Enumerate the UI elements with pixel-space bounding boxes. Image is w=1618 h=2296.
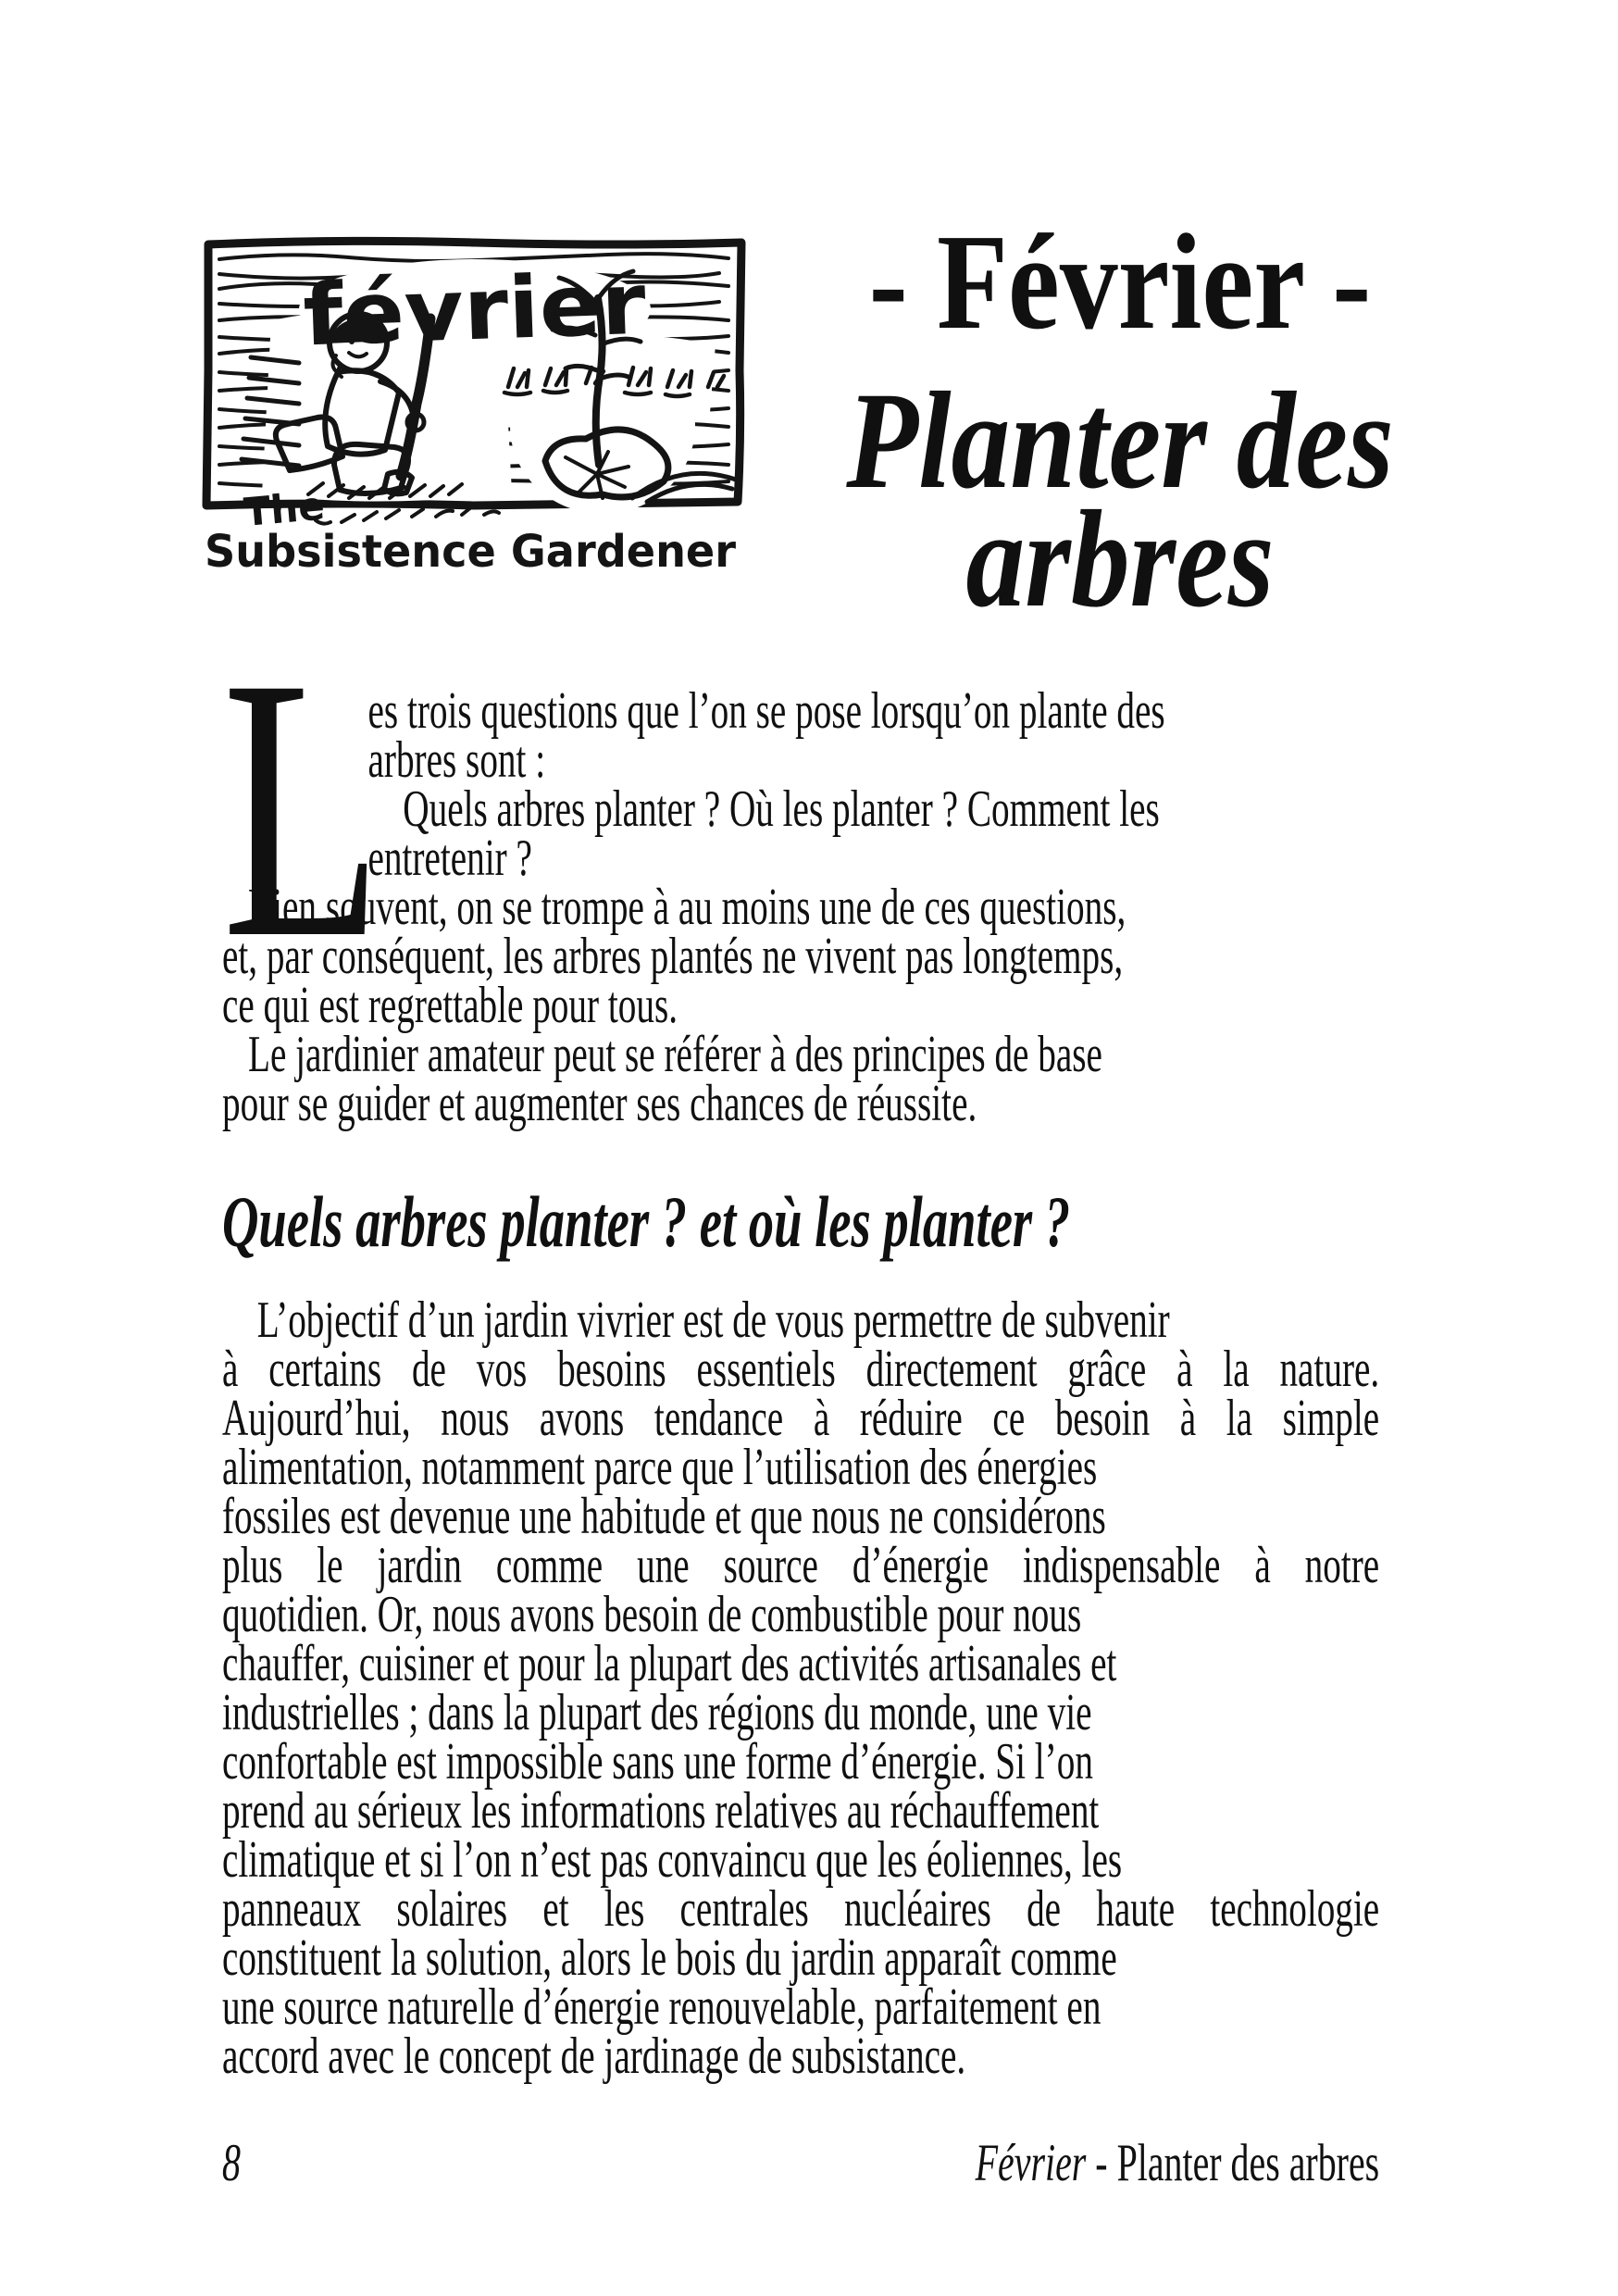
text-line: confortable est impossible sans une forme d’énergie. Si l’on (222, 1733, 1093, 1791)
text-line: constituent la solution, alors le bois du jardin apparaît comme (222, 1929, 1117, 1987)
text-line: industrielles ; dans la plupart des régions du monde, une vie (222, 1684, 1092, 1741)
page-footer (222, 2135, 1618, 2192)
month-illustration (197, 231, 753, 576)
text-line: fossiles est devenue une habitude et que nous ne considérons (222, 1488, 1106, 1545)
main-paragraph (222, 1292, 1380, 2085)
caption-squiggles (316, 507, 499, 524)
text-line: ce qui est regrettable pour tous. (222, 977, 678, 1034)
text-line: L’objectif d’un jardin vivrier est de vous permettre de subvenir (256, 1292, 1170, 1349)
intro-section (222, 600, 1379, 1132)
text-line: prend au sérieux les informations relatives au réchauffement (222, 1782, 1100, 1840)
running-title-rest: - Planter des arbres (1086, 2134, 1380, 2192)
text-line: Quels arbres planter ? Où les planter ? Comment les (403, 780, 1160, 838)
text-line: alimentation, notamment parce que l’utilisation des énergies (222, 1439, 1098, 1496)
section-heading: Quels arbres planter ? et où les planter ? (222, 1181, 1071, 1262)
gardener-drawing (197, 231, 753, 576)
chapter-title-block (787, 206, 1453, 636)
banner-word: février (301, 255, 627, 366)
text-line: chauffer, cuisiner et pour la plupart des activités artisanales et (222, 1635, 1117, 1692)
chapter-title: - Février - (868, 206, 1372, 358)
drop-cap: L (222, 600, 383, 1016)
text-line: plus le jardin comme une source d’énergie indispensable à notre (222, 1537, 1380, 1594)
text-line: panneaux solaires et les centrales nucléaires de haute technologie (222, 1880, 1380, 1938)
running-title-month: Février (975, 2134, 1087, 2192)
intro-paragraphs (222, 879, 1379, 1132)
intro-wrapped-paragraph (367, 682, 1380, 887)
chapter-subtitle-line1: Planter des (846, 364, 1394, 518)
page-number: 8 (222, 2134, 241, 2192)
text-line: accord avec le concept de jardinage de subsistance. (222, 2028, 966, 2085)
text-line: es trois questions que l’on se pose lorsqu’on plante des (367, 682, 1165, 740)
eye-left (349, 339, 355, 344)
text-line: pour se guider et augmenter ses chances de réussite. (222, 1075, 977, 1132)
chapter-subtitle-line2: arbres (965, 482, 1275, 636)
text-line: arbres sont : (367, 731, 546, 789)
text-line: à certains de vos besoins essentiels directement grâce à la nature. (222, 1341, 1380, 1398)
text-line: entretenir ? (367, 830, 532, 887)
text-line: et, par conséquent, les arbres plantés ne vivent pas longtemps, (222, 928, 1124, 985)
text-line: quotidien. Or, nous avons besoin de combustible pour nous (222, 1586, 1082, 1643)
text-line: Bien souvent, on se trompe à au moins une de ces questions, (248, 879, 1126, 936)
text-line: Le jardinier amateur peut se référer à des principes de base (248, 1026, 1102, 1083)
caption-subsistence-gardener: Subsistence Gardener (205, 526, 737, 576)
caption-the: The (242, 482, 327, 535)
text-line: climatique et si l’on n’est pas convaincu que les éoliennes, les (222, 1831, 1123, 1889)
text-line: Aujourd’hui, nous avons tendance à réduire ce besoin à la simple (222, 1390, 1380, 1447)
running-title (976, 2135, 1380, 2192)
text-line: une source naturelle d’énergie renouvelable, parfaitement en (222, 1978, 1101, 2036)
eye-right (364, 337, 369, 343)
